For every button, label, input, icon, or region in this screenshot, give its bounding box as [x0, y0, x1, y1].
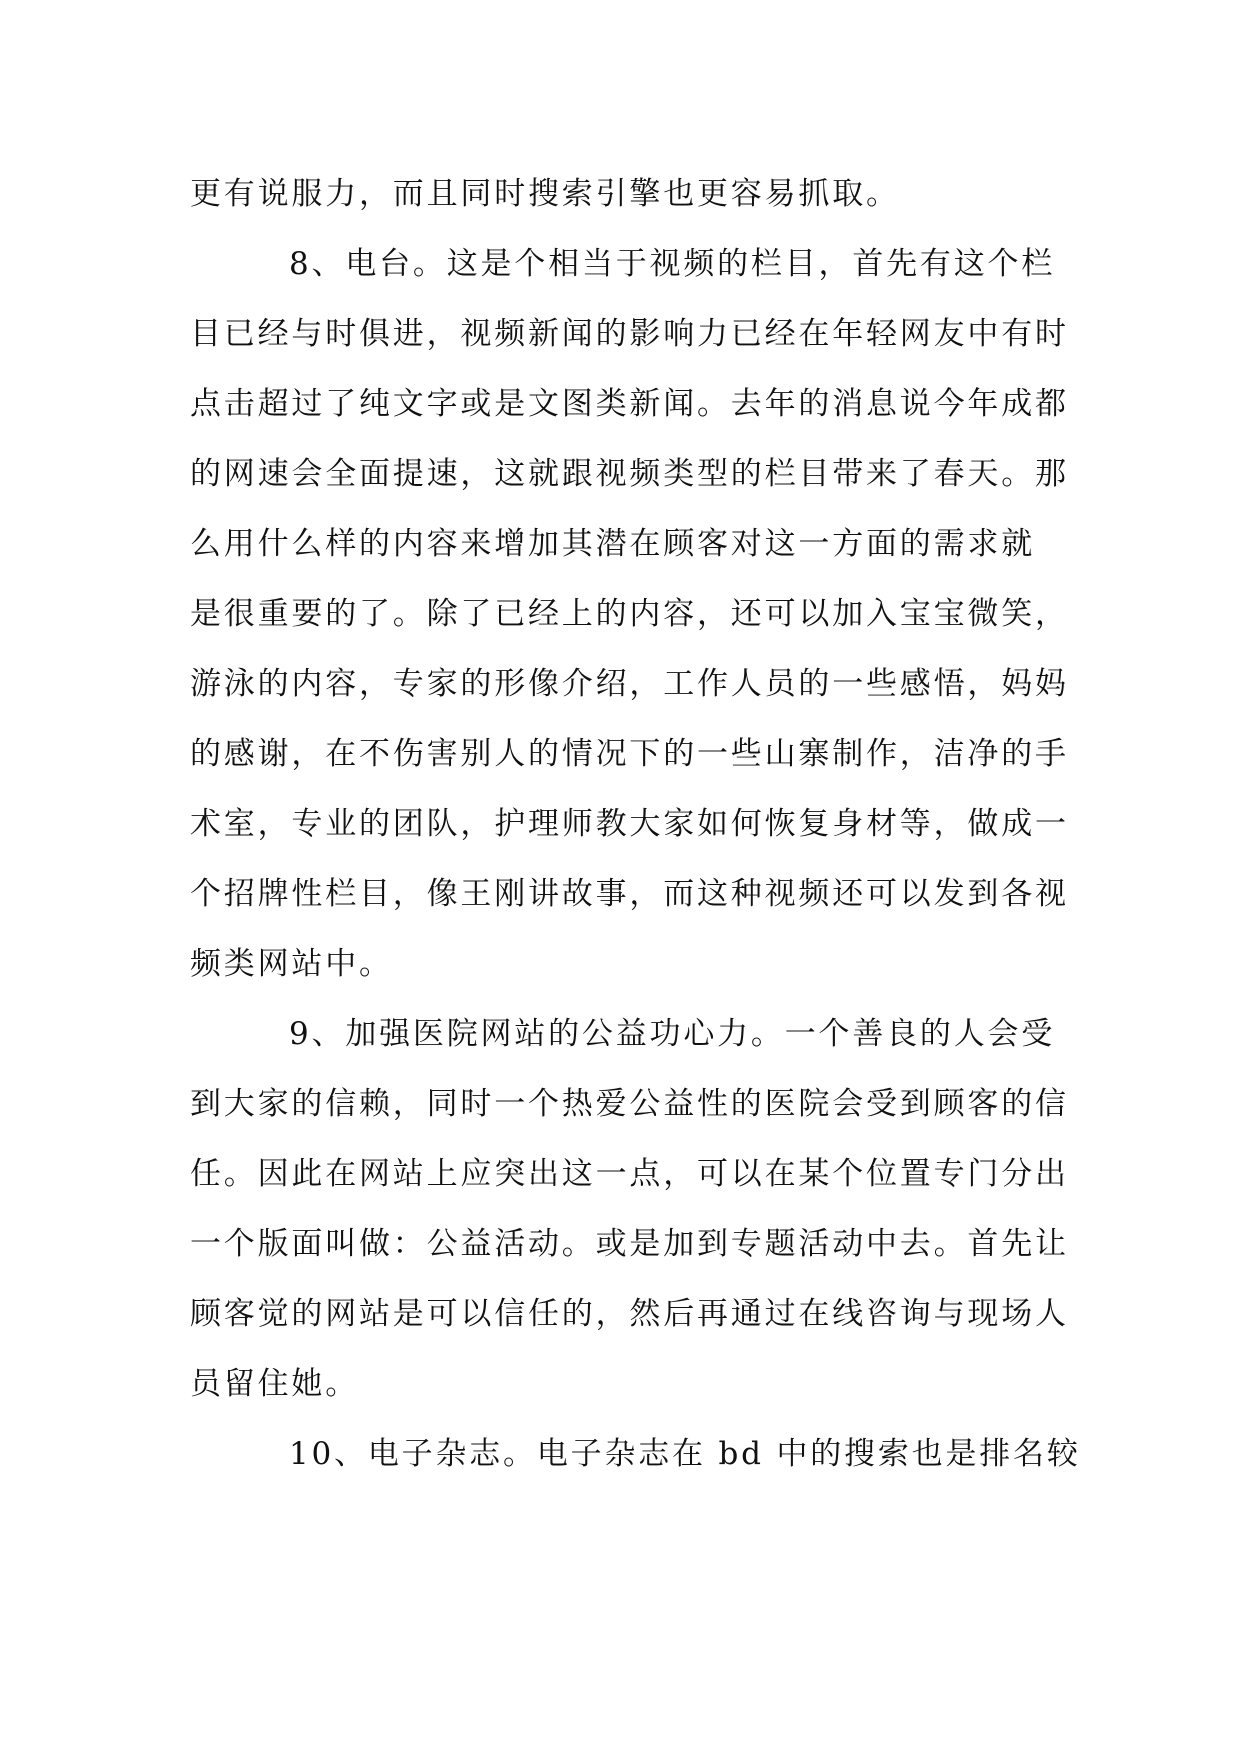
text-line: 的感谢，在不伤害别人的情况下的一些山寨制作，洁净的手: [190, 736, 1069, 772]
text-line: 是很重要的了。除了已经上的内容，还可以加入宝宝微笑，: [190, 596, 1069, 632]
paragraph-8-first-line: 8、电台。这是个相当于视频的栏目，首先有这个栏: [289, 246, 1056, 282]
text-line: 术室，专业的团队，护理师教大家如何恢复身材等，做成一: [190, 806, 1069, 842]
text-line: 么用什么样的内容来增加其潜在顾客对这一方面的需求就: [190, 526, 1035, 562]
text-line: 一个版面叫做：公益活动。或是加到专题活动中去。首先让: [190, 1226, 1069, 1262]
text-line: 到大家的信赖，同时一个热爱公益性的医院会受到顾客的信: [190, 1086, 1069, 1122]
text-line: 游泳的内容，专家的形像介绍，工作人员的一些感悟，妈妈: [190, 666, 1069, 702]
text-line: 目已经与时俱进，视频新闻的影响力已经在年轻网友中有时: [190, 316, 1069, 352]
text-line: 任。因此在网站上应突出这一点，可以在某个位置专门分出: [190, 1156, 1069, 1192]
text-line: 更有说服力，而且同时搜索引擎也更容易抓取。: [190, 176, 900, 212]
paragraph-10-first-line: 10、电子杂志。电子杂志在 bd 中的搜索也是排名较: [289, 1436, 1081, 1472]
text-line: 顾客觉的网站是可以信任的，然后再通过在线咨询与现场人: [190, 1296, 1069, 1332]
paragraph-9-first-line: 9、加强医院网站的公益功心力。一个善良的人会受: [289, 1016, 1056, 1052]
text-line: 的网速会全面提速，这就跟视频类型的栏目带来了春天。那: [190, 456, 1069, 492]
text-line: 频类网站中。: [190, 946, 393, 982]
text-line: 个招牌性栏目，像王刚讲故事，而这种视频还可以发到各视: [190, 876, 1069, 912]
text-line: 员留住她。: [190, 1366, 359, 1402]
text-line: 点击超过了纯文字或是文图类新闻。去年的消息说今年成都: [190, 386, 1069, 422]
